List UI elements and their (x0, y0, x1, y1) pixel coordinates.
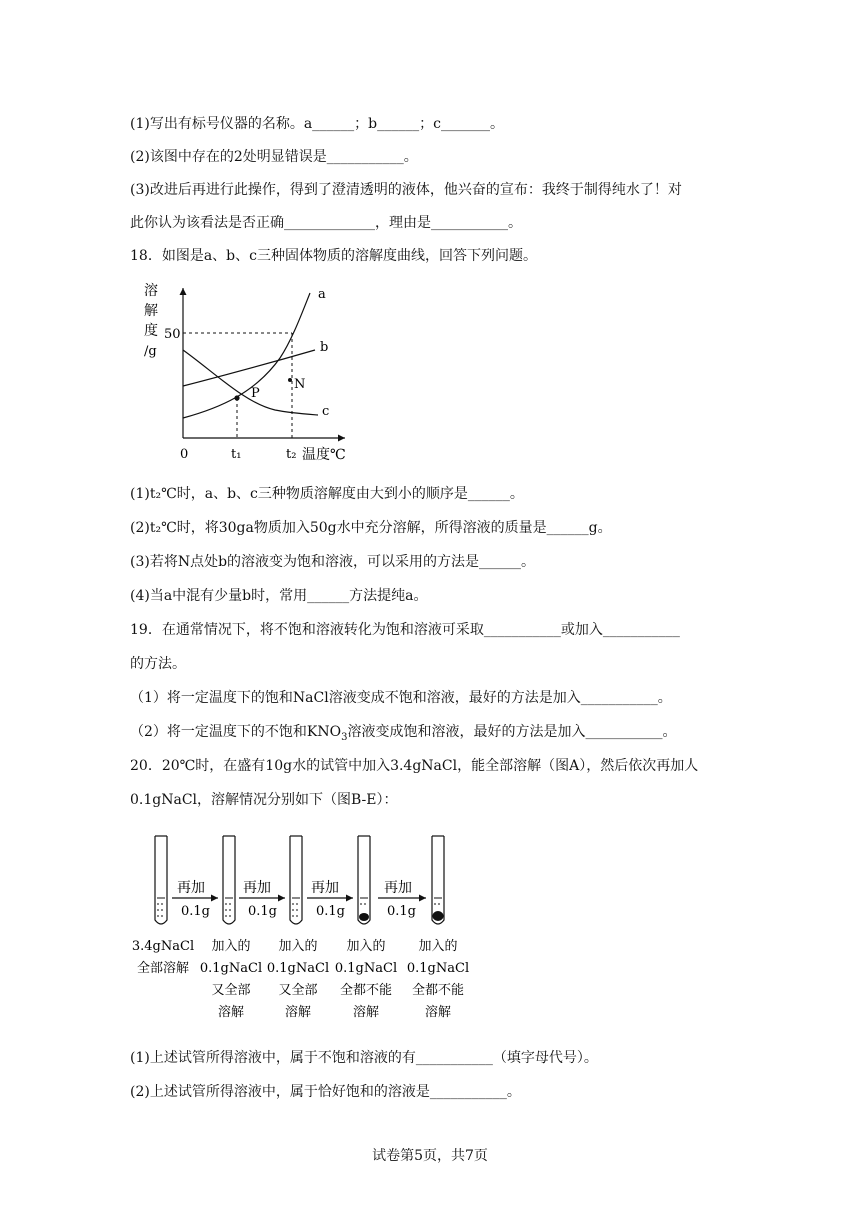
caption-e-2: 0.1gNaCl (406, 961, 470, 976)
arrow-4-bottom: 0.1g (387, 904, 416, 919)
caption-b-3: 又全部 (211, 983, 251, 998)
tube-d (358, 836, 370, 924)
q19-part2 (130, 723, 676, 747)
y-tick-50: 50 (164, 327, 181, 342)
y-label-3: 度 (144, 323, 158, 339)
q17-part1: (1)写出有标号仪器的名称。a______；b______；c_______。 (130, 116, 504, 132)
tube-b (223, 836, 235, 924)
q18-part3: (3)若将N点处b的溶液变为饱和溶液，可以采用的方法是______。 (130, 554, 536, 570)
arrow-4 (378, 880, 426, 919)
q18-part1: (1)t₂℃时，a、b、c三种物质溶解度由大到小的顺序是______。 (130, 486, 524, 502)
q19-part2-sub: 3 (341, 731, 348, 743)
point-p (234, 395, 239, 400)
point-p-label: P (251, 386, 260, 401)
q18-part4: (4)当a中混有少量b时，常用______方法提纯a。 (130, 588, 428, 604)
caption-e-1: 加入的 (418, 939, 458, 954)
tube-a (155, 836, 167, 924)
caption-c-1: 加入的 (278, 939, 318, 954)
arrow-1 (172, 880, 218, 919)
arrow-4-top: 再加 (384, 880, 412, 896)
x-tick-t2: t₂ (286, 447, 297, 462)
test-tube-diagram (130, 828, 490, 1028)
arrow-1-top: 再加 (177, 880, 205, 896)
point-n-label: N (294, 377, 306, 392)
caption-c-2: 0.1gNaCl (266, 961, 330, 976)
q20-line2: 0.1gNaCl，溶解情况分别如下（图B-E）： (130, 792, 398, 808)
solubility-curve-graph (130, 278, 360, 468)
y-label-4: /g (144, 344, 157, 359)
arrow-2-top: 再加 (243, 880, 271, 896)
q19-part2-b: 溶液变成饱和溶液，最好的方法是加入___________。 (347, 724, 677, 740)
caption-e-3: 全都不能 (411, 983, 465, 998)
caption-b-2: 0.1gNaCl (199, 961, 263, 976)
tube-c (290, 836, 302, 924)
q19-part2-a: （2）将一定温度下的不饱和KNO (130, 724, 342, 740)
caption-d-3: 全都不能 (339, 983, 393, 998)
caption-d-2: 0.1gNaCl (334, 961, 398, 976)
caption-a-2: 全部溶解 (136, 961, 190, 976)
y-label-2: 解 (144, 303, 158, 319)
caption-d-1: 加入的 (346, 939, 386, 954)
q18-part2: (2)t₂℃时，将30ga物质加入50g水中充分溶解，所得溶液的质量是______g。 (130, 520, 612, 536)
page-footer: 试卷第5页，共7页 (372, 1148, 488, 1164)
caption-e-4: 溶解 (424, 1005, 452, 1020)
arrow-3-bottom: 0.1g (316, 904, 345, 919)
q17-part3-line1: (3)改进后再进行此操作，得到了澄清透明的液体，他兴奋的宣布：我终于制得纯水了！对 (130, 182, 682, 198)
arrow-3 (307, 880, 353, 919)
caption-a-1: 3.4gNaCl (131, 939, 195, 954)
curve-b-label: b (320, 340, 329, 355)
caption-d-4: 溶解 (352, 1005, 380, 1020)
q19-line1: 19．在通常情况下，将不饱和溶液转化为饱和溶液可采取___________或加入___________ (130, 622, 680, 638)
tube-e (432, 836, 444, 924)
q20-line1: 20．20℃时，在盛有10g水的试管中加入3.4gNaCl，能全部溶解（图A），然后依次再加人 (130, 758, 699, 774)
arrow-2-bottom: 0.1g (248, 904, 277, 919)
x-origin: 0 (180, 447, 189, 462)
x-label: 温度℃ (302, 447, 346, 463)
caption-b-1: 加入的 (211, 939, 251, 954)
q19-part1: （1）将一定温度下的饱和NaCl溶液变成不饱和溶液，最好的方法是加入___________。 (130, 690, 672, 706)
q17-part2: (2)该图中存在的2处明显错误是___________。 (130, 149, 418, 165)
point-n (288, 378, 292, 382)
caption-b-4: 溶解 (217, 1005, 245, 1020)
arrow-1-bottom: 0.1g (181, 904, 210, 919)
curve-a-label: a (318, 287, 326, 302)
x-tick-t1: t₁ (231, 447, 242, 462)
q19-line2: 的方法。 (130, 656, 186, 672)
y-label-1: 溶 (144, 283, 158, 299)
curve-a (183, 293, 310, 418)
arrow-3-top: 再加 (311, 880, 339, 896)
caption-c-3: 又全部 (278, 983, 318, 998)
caption-c-4: 溶解 (284, 1005, 312, 1020)
q18-title: 18．如图是a、b、c三种固体物质的溶解度曲线，回答下列问题。 (130, 248, 537, 264)
curve-c-label: c (322, 404, 330, 419)
q17-part3-line2: 此你认为该看法是否正确_____________，理由是___________。 (130, 215, 522, 231)
arrow-2 (239, 880, 285, 919)
q20-part2: (2)上述试管所得溶液中，属于恰好饱和的溶液是___________。 (130, 1084, 521, 1100)
q20-part1: (1)上述试管所得溶液中，属于不饱和溶液的有___________（填字母代号）。 (130, 1050, 598, 1066)
